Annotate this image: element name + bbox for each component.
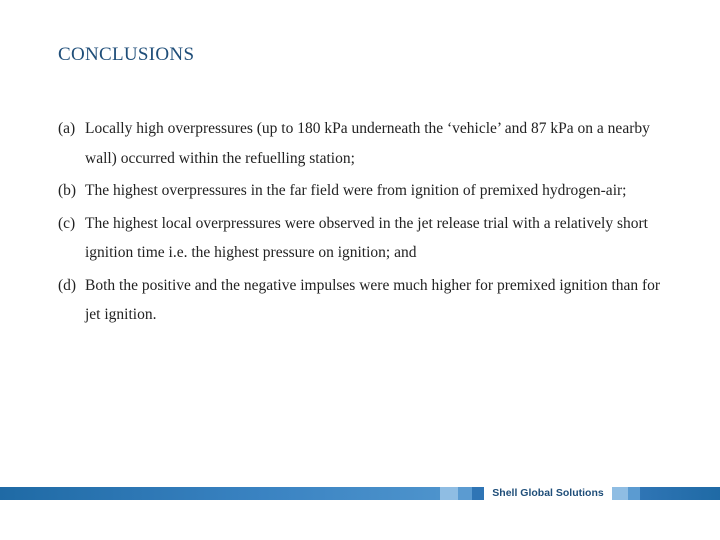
list-item-text: The highest overpressures in the far field were from ignition of premixed hydrogen-air; [85, 182, 627, 199]
list-item [58, 271, 678, 330]
footer-square [628, 487, 640, 500]
list-item [58, 176, 678, 206]
footer-square [440, 487, 458, 500]
page-title: CONCLUSIONS [58, 44, 195, 65]
footer-square [612, 487, 628, 500]
list-item-marker: (c) [58, 214, 76, 232]
footer-bar-right [640, 487, 720, 500]
conclusions-list [58, 114, 678, 333]
footer-bar-left [0, 487, 440, 500]
list-item-text: Locally high overpressures (up to 180 kPa underneath the ‘vehicle’ and 87 kPa on a nearby wall) occurred within the refuelling station; [85, 120, 650, 167]
list-item [58, 209, 678, 268]
list-item-marker: (a) [58, 120, 76, 137]
list-item [58, 114, 678, 173]
list-item-text: The highest local overpressures were observed in the jet release trial with a relatively short ignition time i.e. the highest pressure on ignition; and [85, 214, 648, 261]
footer-square [472, 487, 484, 500]
footer-band [0, 487, 720, 500]
list-item-marker: (b) [58, 182, 77, 199]
footer-square [458, 487, 472, 500]
list-item-text: Both the positive and the negative impulses were much higher for premixed ignition than for jet ignition. [85, 276, 661, 323]
brand-logo-text: Shell Global Solutions [484, 487, 612, 500]
list-item-marker: (d) [58, 276, 77, 294]
